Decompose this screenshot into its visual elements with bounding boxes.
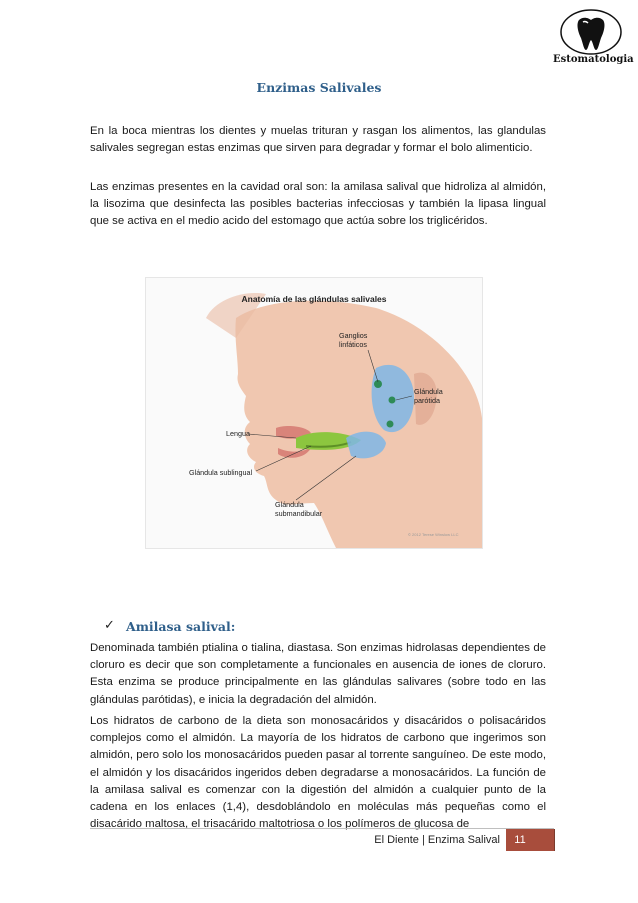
logo [553, 8, 634, 72]
label-sublingual: Glándula sublingual [189, 468, 253, 477]
figure-credit: © 2012 Terese Winslow LLC [408, 532, 459, 537]
paragraph-carbohidratos: Los hidratos de carbono de la dieta son monosacáridos y disacáridos o polisacáridos complejos como el almidón. La mayoría de los hidratos de carbono que ingerimos son almidón, pero solo los monosacáridos pueden pasar al torrente sanguíneo. De este modo, el almidón y los disacáridos ingeridos deben degradarse a monosacáridos. La función de la amilasa salival es comenzar con la digestión del almidón a cualquier punto de la cadena en los enlaces (1,4), desdoblándolo en moléculas más pequeñas como el disacárido maltosa, el trisacárido maltotriosa o los polímeros de glucosa de [90, 715, 546, 831]
section-title: Amilasa salival: [126, 619, 236, 634]
page-number: 11 [514, 834, 526, 846]
anatomy-figure [145, 277, 483, 549]
footer-divider [90, 828, 554, 829]
label-ganglios: Ganglios linfáticos [339, 331, 368, 349]
paragraph-enzymes: Las enzimas presentes en la cavidad oral son: la amilasa salival que hidroliza al almidón, la lisozima que desinfecta las posibles bacterias infecciosas y también la lipasa lingual que se activa en el medio acido del estomago que actúa sobre los triglicéridos. [90, 181, 546, 228]
footer-text: El Diente | Enzima Salival [374, 834, 500, 846]
label-submandibular: Glándula submandibular [275, 500, 323, 518]
figure-title: Anatomía de las glándulas salivales [241, 294, 387, 304]
label-parotida: Glándula parótida [414, 387, 443, 405]
document-title: Enzimas Salivales [256, 80, 382, 95]
tooth-icon [553, 8, 629, 56]
page-number-box [506, 829, 555, 851]
logo-text: Estomatologia [553, 54, 634, 65]
label-lengua: Lengua [226, 429, 250, 438]
checkmark-icon: ✓ [104, 618, 115, 633]
paragraph-intro: En la boca mientras los dientes y muelas trituran y rasgan los alimentos, las glandulas salivales segregan estas enzimas que sirven para degradar y formar el bolo alimenticio. [90, 125, 546, 155]
paragraph-amilasa: Denominada también ptialina o tialina, diastasa. Son enzimas hidrolasas dependientes de cloruro es decir que son completamente a funcionales en ausencia de iones de cloruro. Esta enzima se produce principalmente en las glándulas salivares (sobre todo en las glándulas parótidas), e inicia la degradación del almidón. [90, 642, 546, 706]
